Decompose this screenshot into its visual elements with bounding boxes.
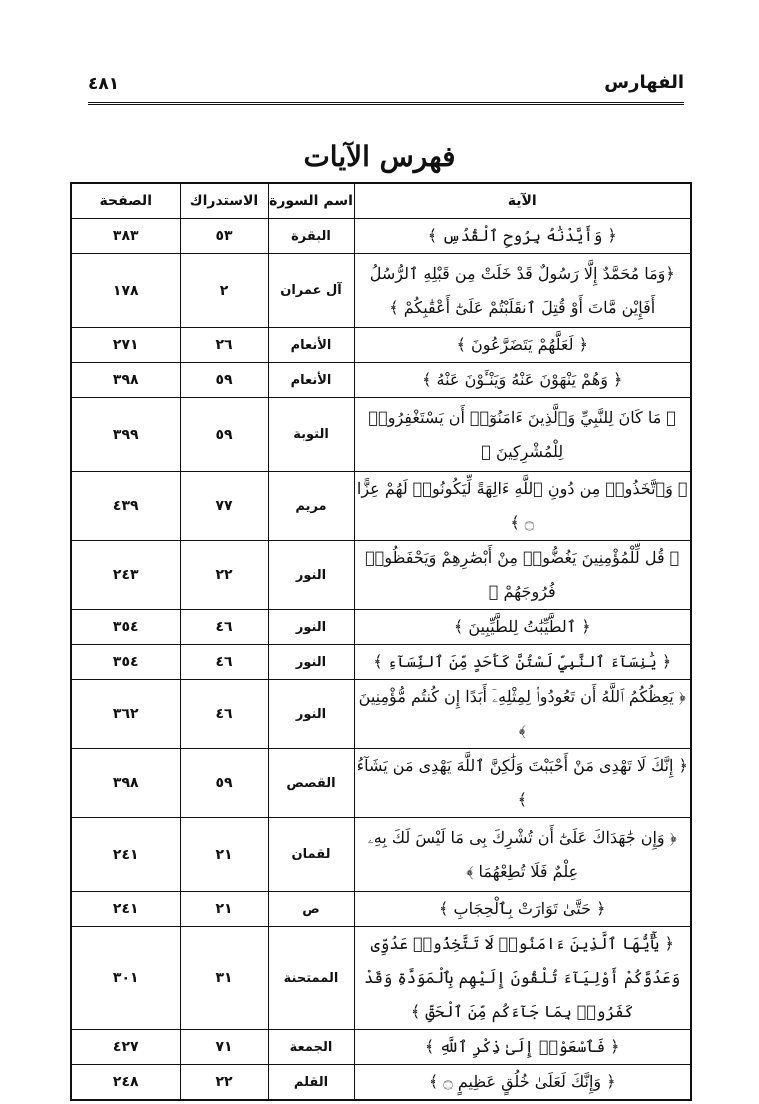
page-cell: ٢٤٣ [71,541,180,610]
reference-cell: ٢٢ [180,1065,268,1101]
verse-cell: ﴿ يَٰٓأَيُّهَا ٱلَّذِينَ ءَامَنُوا۟ لَا تَتَّخِذُوا۟ عَدُوِّى وَعَدُوَّكُمْ أَوْلِيَآءَ تُلْقُونَ إِلَيْهِم بِٱلْمَوَدَّةِ وَقَدْ كَفَرُوا۟ بِمَا جَآءَكُم مِّنَ ٱلْحَقِّ ﴾ [354,927,691,1030]
verse-cell: ﴿ مَا كَانَ لِلنَّبِيِّ وَٱلَّذِينَ ءَامَنُوٓا۟ أَن يَسْتَغْفِرُوا۟ لِلْمُشْرِكِينَ ﴾ [354,398,691,472]
page-cell: ٣٨٣ [71,219,180,254]
page-cell: ٣٩٨ [71,749,180,818]
reference-cell: ٤٦ [180,610,268,645]
table-row [71,254,691,328]
reference-cell: ٧١ [180,1030,268,1065]
page-cell: ٤٣٩ [71,472,180,541]
verse-index-table [70,182,692,1101]
page-header [88,72,684,105]
table-row [71,749,691,818]
column-header-reference: الاستدراك [180,183,268,219]
page-cell: ٣٦٢ [71,680,180,749]
surah-cell: الجمعة [268,1030,354,1065]
table-row [71,680,691,749]
page-cell: ٣٠١ [71,927,180,1030]
page-cell: ٢٤١ [71,892,180,927]
surah-cell: الأنعام [268,363,354,398]
reference-cell: ٢١ [180,818,268,892]
verse-cell: ﴿ وَٱتَّخَذُوا۟ مِن دُونِ ٱللَّهِ ءَالِهَةً لِّيَكُونُوا۟ لَهُمْ عِزًّا ۝ ﴾ [354,472,691,541]
table-row [71,818,691,892]
surah-cell: القلم [268,1065,354,1101]
surah-cell: مريم [268,472,354,541]
page-cell: ٣٩٩ [71,398,180,472]
running-title: الفهارس [604,72,684,93]
reference-cell: ٥٩ [180,398,268,472]
table-row [71,398,691,472]
verse-cell: ﴿ وَإِن جَٰهَدَاكَ عَلَىٰٓ أَن تُشْرِكَ بِى مَا لَيْسَ لَكَ بِهِۦ عِلْمٌ فَلَا تُطِعْهُمَا ﴾ [354,818,691,892]
surah-cell: آل عمران [268,254,354,328]
page-cell: ٢٧١ [71,328,180,363]
table-row [71,1065,691,1101]
verse-cell: ﴿ إِنَّكَ لَا تَهْدِى مَنْ أَحْبَبْتَ وَلَٰكِنَّ ٱللَّهَ يَهْدِى مَن يَشَآءُ ﴾ [354,749,691,818]
verse-cell: ﴿ وَأَيَّدْنَٰهُ بِرُوحِ ٱلْقُدُسِ ﴾ [354,219,691,254]
reference-cell: ٢٦ [180,328,268,363]
verse-cell: ﴿ ٱلطَّيِّبَٰتُ لِلطَّيِّبِينَ ﴾ [354,610,691,645]
table-row [71,645,691,680]
reference-cell: ٢ [180,254,268,328]
verse-cell: ﴿ حَتَّىٰ تَوَارَتْ بِٱلْحِجَابِ ﴾ [354,892,691,927]
reference-cell: ٢١ [180,892,268,927]
surah-cell: النور [268,610,354,645]
page-cell: ٣٩٨ [71,363,180,398]
table-row [71,363,691,398]
surah-cell: الأنعام [268,328,354,363]
reference-cell: ٥٩ [180,363,268,398]
table-header-row [71,183,691,219]
verse-cell: ﴿وَمَا مُحَمَّدٌ إِلَّا رَسُولٌ قَدْ خَلَتْ مِن قَبْلِهِ ٱلرُّسُلُ أَفَإِيْن مَّاتَ أَوْ قُتِلَ ٱنقَلَبْتُمْ عَلَىٰٓ أَعْقَٰبِكُمْ ﴾ [354,254,691,328]
verse-cell: ﴿ وَهُمْ يَنْهَوْنَ عَنْهُ وَيَنْـَٔوْنَ عَنْهُ ﴾ [354,363,691,398]
verse-cell: ﴿ وَإِنَّكَ لَعَلَىٰ خُلُقٍ عَظِيمٍ ۝ ﴾ [354,1065,691,1101]
page-cell: ١٧٨ [71,254,180,328]
surah-cell: النور [268,541,354,610]
table-row [71,541,691,610]
verse-cell: ﴿ فَٱسْعَوْا۟ إِلَىٰ ذِكْرِ ٱللَّهِ ﴾ [354,1030,691,1065]
page-cell: ٢٤١ [71,818,180,892]
surah-cell: النور [268,680,354,749]
verse-cell: ﴿ يَٰنِسَآءَ ٱلنَّبِيِّ لَسْتُنَّ كَأَحَدٍ مِّنَ ٱلنِّسَآءِ ﴾ [354,645,691,680]
table-row [71,328,691,363]
reference-cell: ٥٩ [180,749,268,818]
column-header-verse: الآية [354,183,691,219]
verse-cell: ﴿ لَعَلَّهُمْ يَتَضَرَّعُونَ ﴾ [354,328,691,363]
table-row [71,610,691,645]
column-header-page: الصفحة [71,183,180,219]
page-cell: ٢٤٨ [71,1065,180,1101]
surah-cell: البقرة [268,219,354,254]
column-header-surah: اسم السورة [268,183,354,219]
verse-cell: ﴿ يَعِظُكُمُ ٱللَّهُ أَن تَعُودُوا۟ لِمِثْلِهِۦٓ أَبَدًا إِن كُنتُم مُّؤْمِنِينَ ﴾ [354,680,691,749]
reference-cell: ٧٧ [180,472,268,541]
surah-cell: النور [268,645,354,680]
table-row [71,472,691,541]
page-cell: ٣٥٤ [71,610,180,645]
verse-cell: ﴿ قُل لِّلْمُؤْمِنِينَ يَغُضُّوا۟ مِنْ أَبْصَٰرِهِمْ وَيَحْفَظُوا۟ فُرُوجَهُمْ ﴾ [354,541,691,610]
reference-cell: ٣١ [180,927,268,1030]
surah-cell: القصص [268,749,354,818]
reference-cell: ٤٦ [180,680,268,749]
surah-cell: التوبة [268,398,354,472]
page-cell: ٤٢٧ [71,1030,180,1065]
surah-cell: الممتحنة [268,927,354,1030]
reference-cell: ٤٦ [180,645,268,680]
reference-cell: ٥٣ [180,219,268,254]
table-row [71,927,691,1030]
table-row [71,1030,691,1065]
reference-cell: ٢٢ [180,541,268,610]
page-number: ٤٨١ [88,74,120,94]
surah-cell: لقمان [268,818,354,892]
surah-cell: ص [268,892,354,927]
table-row [71,219,691,254]
table-row [71,892,691,927]
page-cell: ٣٥٤ [71,645,180,680]
index-title: فهرس الآيات [303,140,456,173]
